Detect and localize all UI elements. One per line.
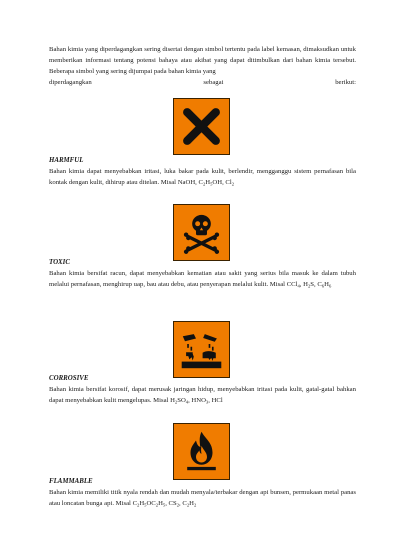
intro-word: sebagai <box>203 79 224 86</box>
intro-word: berikut: <box>335 79 356 86</box>
intro-word: diperdagangkan <box>49 79 92 86</box>
section-description: Bahan kimia dapat menyebabkan iritasi, luka bakar pada kulit, berlendir, mengganggu sistem pernafasan bila kontak dengan kulit, dihirup atau ditelan. Misal NaOH, $C_2H_5OH$, $Cl_2$ <box>49 168 356 187</box>
flame-icon <box>173 423 230 480</box>
intro-last-line <box>49 77 356 88</box>
section-description: Bahan kimia bersifat racun, dapat menyebabkan kematian atau sakit yang serius bila masuk ke dalam tubuh melalui pernafasan, menghirup uap, bau atau debu, atau penyerapan melalui kulit. Misal CCl$_4$, $H_2S$, $C_6H_6$ <box>49 270 356 289</box>
intro-text: Bahan kimia yang diperdagangkan sering disertai dengan simbol tertentu pada label kemasan, dimaksudkan untuk memberikan informasi tentang potensi bahaya atau akibat yang dapat ditimbulkan dari bahan kimia tersebut. Beberapa simbol yang sering dijumpai pada bahan kimia yang <box>49 46 356 75</box>
section-heading: HARMFUL <box>49 157 84 164</box>
corrosive-icon <box>173 321 230 378</box>
harmful-cross-icon <box>173 98 230 155</box>
intro-paragraph <box>49 44 356 88</box>
section-heading: CORROSIVE <box>49 375 89 382</box>
section-description: Bahan kimia memiliki titik nyala rendah dan mudah menyala/terbakar dengan api bunsen, permukaan metal panas atau loncatan bunga api. Misal $C_2H_5OC_2H_5$, $CS_2$, $C_2H_2$ <box>49 489 356 508</box>
section-heading: TOXIC <box>49 259 70 266</box>
section-description: Bahan kimia bersifat korosif, dapat merusak jaringan hidup, menyebabkan iritasi pada kulit, gatal-gatal bahkan dapat menyebabkan kulit mengelupas. Misal $H_2SO_4$, $HNO_3$, HCl <box>49 386 356 405</box>
section-heading: FLAMMABLE <box>49 478 93 485</box>
skull-crossbones-icon <box>173 204 230 261</box>
